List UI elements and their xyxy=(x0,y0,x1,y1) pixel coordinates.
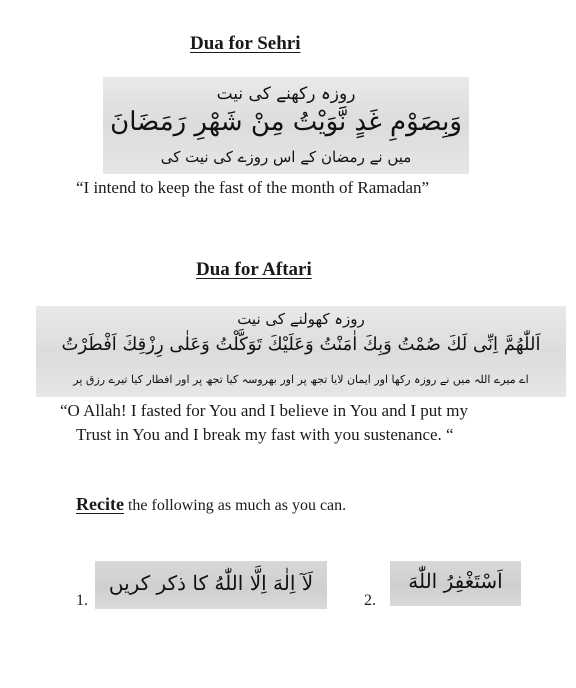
recite-item-2-text: اَسْتَغْفِرُ اللّٰهَ xyxy=(408,569,503,593)
aftari-intention-label: روزہ کھولنے کی نیت xyxy=(237,310,365,328)
aftari-urdu-translation: اے میرے اللہ میں نے روزہ رکھا اور ایمان لایا تجھ پر اور بھروسہ کیا تجھ پر اور افطار کیا تیرے رزق پر xyxy=(73,373,529,386)
recite-instruction xyxy=(76,494,346,515)
sehri-english-translation: “I intend to keep the fast of the month of Ramadan” xyxy=(76,178,430,197)
aftari-arabic-dua: اَللّٰهُمَّ اِنِّى لَكَ صُمْتُ وَبِكَ اٰمَنْتُ وَعَلَيْكَ تَوَكَّلْتُ وَعَلٰى رِزْقِكَ اَفْطَرْتُ xyxy=(61,334,541,355)
sehri-dua-image xyxy=(103,77,469,174)
aftari-heading: Dua for Aftari xyxy=(196,259,312,280)
recite-item-2-image xyxy=(390,561,521,606)
aftari-english-translation-line1: “O Allah! I fasted for You and I believe in You and I put my xyxy=(60,401,468,420)
recite-item-1-text: لَآ اِلٰهَ اِلَّا اللّٰهُ کا ذکر کریں xyxy=(108,571,314,595)
sehri-urdu-translation: میں نے رمضان کے اس روزے کی نیت کی xyxy=(160,148,412,166)
recite-keyword: Recite xyxy=(76,494,124,514)
recite-item-1-image xyxy=(95,561,327,609)
aftari-english-translation-line2: Trust in You and I break my fast with you sustenance. “ xyxy=(76,425,454,444)
recite-item-1-number: 1. xyxy=(76,592,88,609)
recite-item-2-number: 2. xyxy=(364,592,376,609)
sehri-intention-label: روزہ رکھنے کی نیت xyxy=(216,84,356,104)
aftari-dua-image xyxy=(36,306,566,397)
sehri-arabic-dua: وَبِصَوْمِ غَدٍ نَّوَيْتُ مِنْ شَهْرِ رَمَضَانَ xyxy=(110,107,462,137)
recite-rest-text: the following as much as you can. xyxy=(123,497,347,514)
sehri-heading: Dua for Sehri xyxy=(190,33,301,54)
